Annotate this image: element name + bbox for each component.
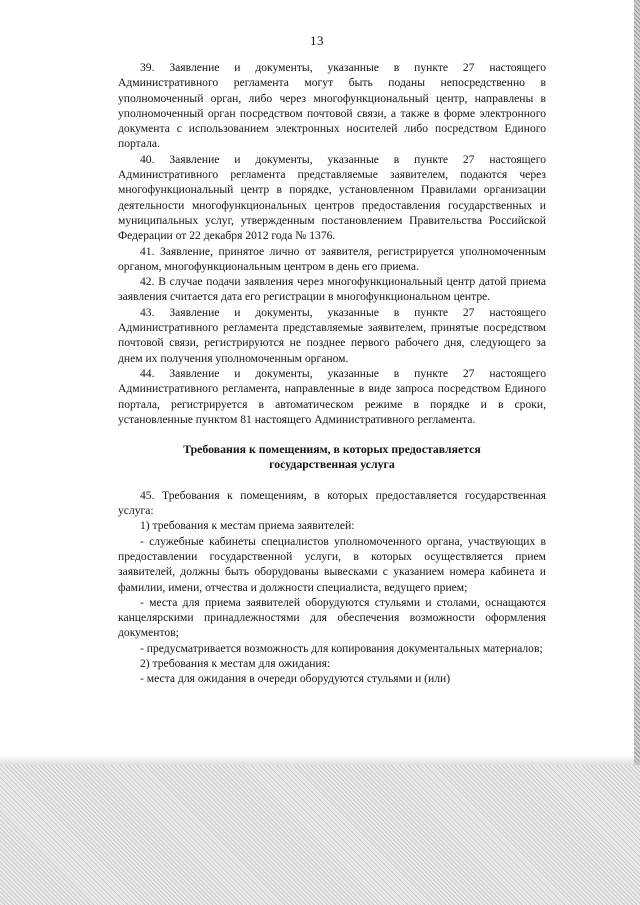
paragraph-41: 41. Заявление, принятое лично от заявителя, регистрируется уполномоченным органом, многофункциональным центром в день его приема. bbox=[118, 244, 546, 273]
list-item-waiting-places: - места для ожидания в очереди оборудуются стульями и (или) bbox=[140, 672, 451, 686]
subitem-2-heading: 2) требования к местам для ожидания: bbox=[140, 656, 331, 670]
paragraph-45: 45. Требования к помещениям, в которых предоставляется государственная услуга: bbox=[118, 488, 546, 518]
subitem-1-heading: 1) требования к местам приема заявителей: bbox=[140, 519, 355, 533]
paragraph-44: 44. Заявление и документы, указанные в пункте 27 настоящего Административного регламента, направленные в виде запроса посредством Единого портала, регистрируется в автоматическом режиме в порядке и в сроки, установленные пунктом 81 настоящего Административного регламента. bbox=[118, 366, 546, 426]
list-item-offices: - служебные кабинеты специалистов уполномоченного органа, участвующих в предоставлении государственной услуги, в которых осуществляется прием заявителей, должны быть оборудованы вывесками с указанием номера кабинета и фамилии, имени, отчества и должности специалиста, ведущего прием; bbox=[118, 534, 546, 594]
paragraph-43: 43. Заявление и документы, указанные в пункте 27 настоящего Административного регламента представляемые заявителем, принятые посредством почтовой связи, регистрируются не позднее первого рабочего дня, следующего за днем их получения уполномоченным органом. bbox=[118, 305, 546, 365]
list-item-copying: - предусматривается возможность для копирования документальных материалов; bbox=[140, 641, 543, 655]
document-body bbox=[118, 60, 546, 687]
paragraph-42: 42. В случае подачи заявления через многофункциональный центр датой приема заявления считается дата его регистрации в многофункциональном центре. bbox=[118, 275, 546, 304]
paragraph-40: 40. Заявление и документы, указанные в пункте 27 настоящего Административного регламента представляемые заявителем, подаются через многофункциональный центр в порядке, установленном Правилами организации деятельности многофункциональных центров предоставления государственных и муниципальных услуг, утвержденным постановлением Правительства Российской Федерации от 22 декабря 2012 года № 1376. bbox=[118, 152, 546, 243]
page-number: 13 bbox=[310, 33, 324, 48]
paragraph-39: 39. Заявление и документы, указанные в пункте 27 настоящего Административного регламента могут быть поданы непосредственно в уполномоченный орган, либо через многофункциональный центр, направлены в уполномоченный орган посредством почтовой связи, а также в форме электронного документа с использованием электронных носителей либо посредством Единого портала. bbox=[118, 61, 546, 151]
list-item-reception-places: - места для приема заявителей оборудуются стульями и столами, оснащаются канцелярскими принадлежностями для обеспечения возможности оформления документов; bbox=[118, 595, 546, 640]
scan-border-bottom bbox=[0, 765, 640, 905]
section-heading: Требования к помещениям, в которых предоставляется государственная услуга bbox=[183, 442, 481, 472]
